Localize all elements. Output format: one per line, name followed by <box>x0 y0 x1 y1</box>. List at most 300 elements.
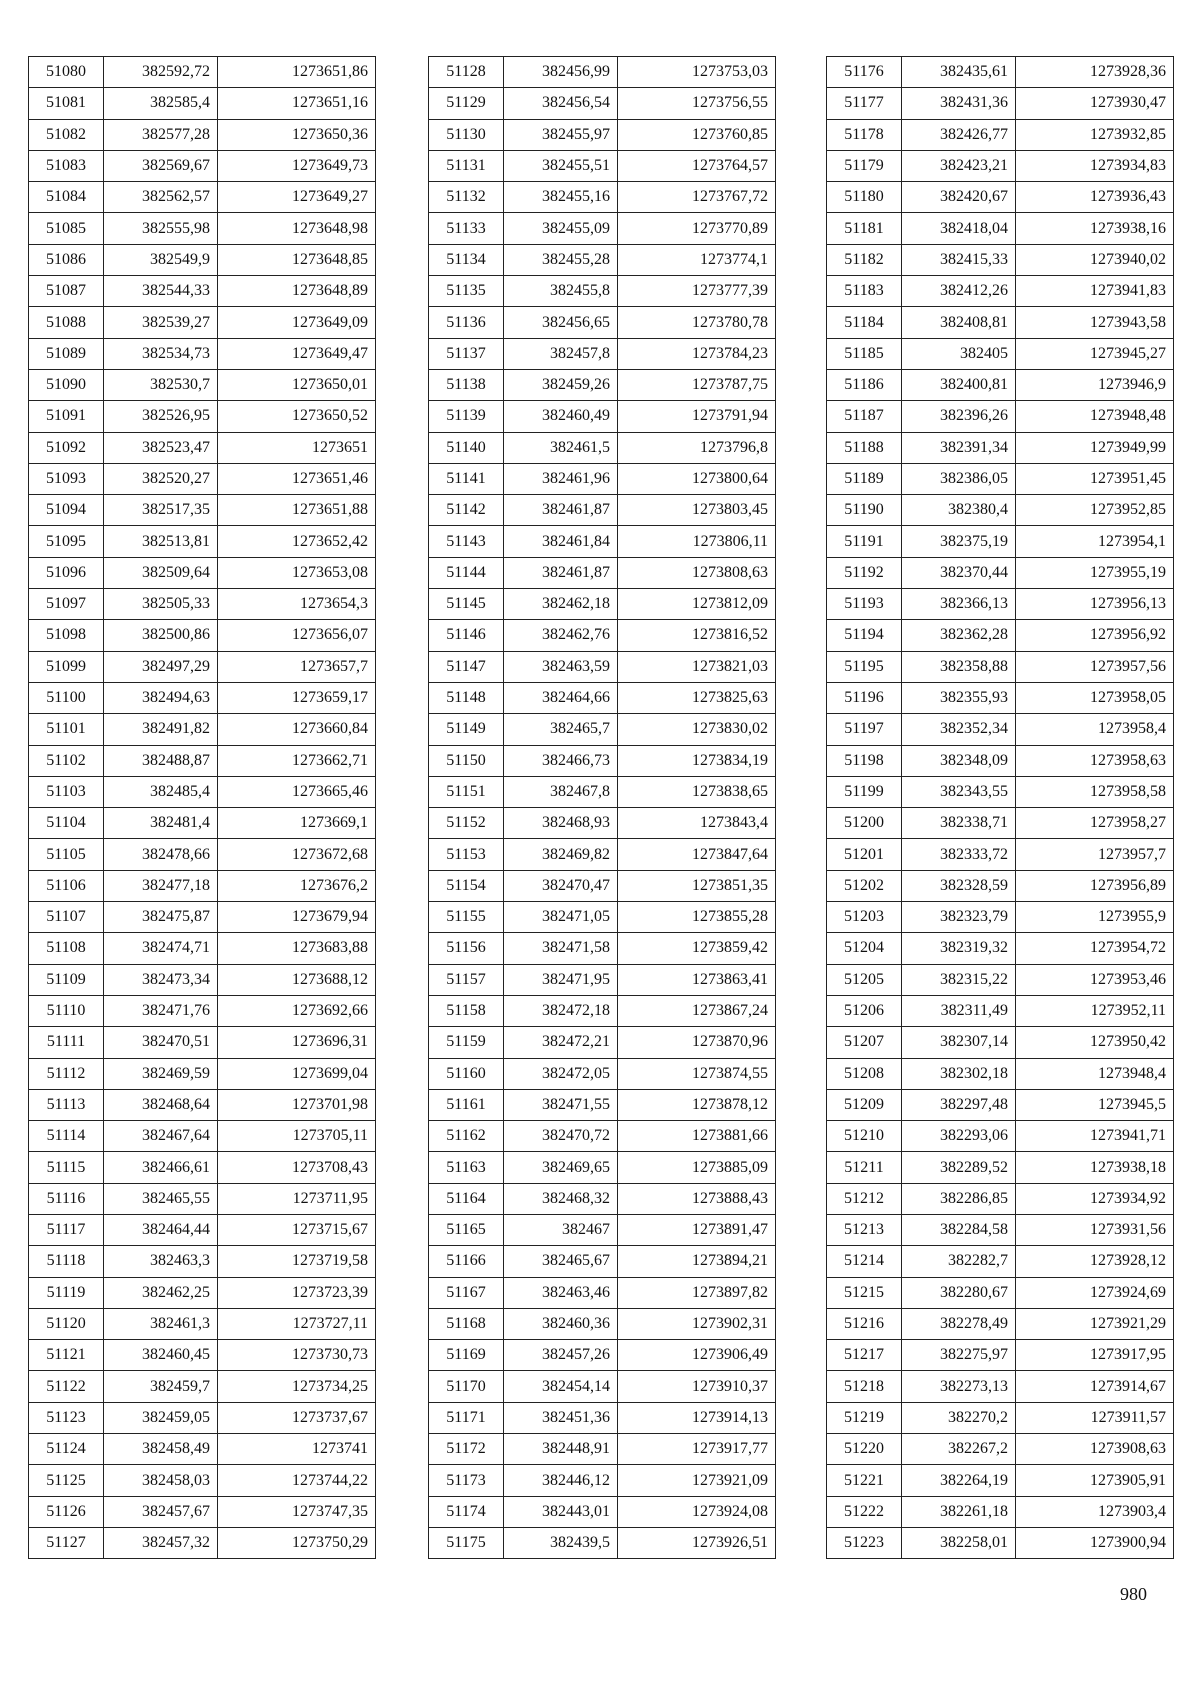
point-id-cell: 51089 <box>29 338 104 369</box>
y-coordinate-cell: 1273734,25 <box>218 1371 376 1402</box>
y-coordinate-cell: 1273851,35 <box>618 870 776 901</box>
table-row <box>429 870 776 901</box>
x-coordinate-cell: 382455,51 <box>504 150 618 181</box>
x-coordinate-cell: 382264,19 <box>902 1465 1016 1496</box>
table-row <box>429 244 776 275</box>
x-coordinate-cell: 382280,67 <box>902 1277 1016 1308</box>
coordinate-table-2 <box>428 56 776 1559</box>
table-row <box>827 776 1174 807</box>
table-row <box>827 1340 1174 1371</box>
table-row <box>827 1402 1174 1433</box>
y-coordinate-cell: 1273910,37 <box>618 1371 776 1402</box>
y-coordinate-cell: 1273830,02 <box>618 714 776 745</box>
point-id-cell: 51167 <box>429 1277 504 1308</box>
y-coordinate-cell: 1273701,98 <box>218 1089 376 1120</box>
y-coordinate-cell: 1273847,64 <box>618 839 776 870</box>
point-id-cell: 51160 <box>429 1058 504 1089</box>
table-row <box>429 463 776 494</box>
point-id-cell: 51101 <box>29 714 104 745</box>
y-coordinate-cell: 1273756,55 <box>618 88 776 119</box>
x-coordinate-cell: 382468,32 <box>504 1183 618 1214</box>
y-coordinate-cell: 1273800,64 <box>618 463 776 494</box>
point-id-cell: 51134 <box>429 244 504 275</box>
x-coordinate-cell: 382286,85 <box>902 1183 1016 1214</box>
table-row <box>29 776 376 807</box>
y-coordinate-cell: 1273711,95 <box>218 1183 376 1214</box>
table-row <box>29 1527 376 1558</box>
point-id-cell: 51107 <box>29 902 104 933</box>
table-row <box>429 338 776 369</box>
x-coordinate-cell: 382468,64 <box>104 1089 218 1120</box>
point-id-cell: 51210 <box>827 1121 902 1152</box>
y-coordinate-cell: 1273954,72 <box>1016 933 1174 964</box>
x-coordinate-cell: 382460,45 <box>104 1340 218 1371</box>
x-coordinate-cell: 382468,93 <box>504 808 618 839</box>
table-row <box>827 182 1174 213</box>
table-row <box>29 714 376 745</box>
y-coordinate-cell: 1273914,13 <box>618 1402 776 1433</box>
table-row <box>429 839 776 870</box>
x-coordinate-cell: 382278,49 <box>902 1308 1016 1339</box>
table-row <box>29 495 376 526</box>
y-coordinate-cell: 1273699,04 <box>218 1058 376 1089</box>
point-id-cell: 51090 <box>29 369 104 400</box>
table-row <box>827 495 1174 526</box>
table-row <box>29 276 376 307</box>
x-coordinate-cell: 382471,58 <box>504 933 618 964</box>
point-id-cell: 51206 <box>827 995 902 1026</box>
x-coordinate-cell: 382307,14 <box>902 1027 1016 1058</box>
y-coordinate-cell: 1273936,43 <box>1016 182 1174 213</box>
x-coordinate-cell: 382475,87 <box>104 902 218 933</box>
y-coordinate-cell: 1273855,28 <box>618 902 776 933</box>
x-coordinate-cell: 382455,09 <box>504 213 618 244</box>
y-coordinate-cell: 1273672,68 <box>218 839 376 870</box>
table-row <box>29 307 376 338</box>
y-coordinate-cell: 1273816,52 <box>618 620 776 651</box>
table-row <box>429 1527 776 1558</box>
point-id-cell: 51223 <box>827 1527 902 1558</box>
table-row <box>827 1089 1174 1120</box>
point-id-cell: 51122 <box>29 1371 104 1402</box>
point-id-cell: 51156 <box>429 933 504 964</box>
y-coordinate-cell: 1273777,39 <box>618 276 776 307</box>
x-coordinate-cell: 382471,05 <box>504 902 618 933</box>
table-row <box>29 338 376 369</box>
x-coordinate-cell: 382472,21 <box>504 1027 618 1058</box>
point-id-cell: 51204 <box>827 933 902 964</box>
point-id-cell: 51135 <box>429 276 504 307</box>
x-coordinate-cell: 382333,72 <box>902 839 1016 870</box>
y-coordinate-cell: 1273774,1 <box>618 244 776 275</box>
x-coordinate-cell: 382462,76 <box>504 620 618 651</box>
x-coordinate-cell: 382323,79 <box>902 902 1016 933</box>
table-row <box>429 119 776 150</box>
point-id-cell: 51133 <box>429 213 504 244</box>
y-coordinate-cell: 1273825,63 <box>618 682 776 713</box>
y-coordinate-cell: 1273665,46 <box>218 776 376 807</box>
y-coordinate-cell: 1273954,1 <box>1016 526 1174 557</box>
x-coordinate-cell: 382505,33 <box>104 589 218 620</box>
x-coordinate-cell: 382352,34 <box>902 714 1016 745</box>
point-id-cell: 51203 <box>827 902 902 933</box>
x-coordinate-cell: 382472,18 <box>504 995 618 1026</box>
point-id-cell: 51143 <box>429 526 504 557</box>
x-coordinate-cell: 382454,14 <box>504 1371 618 1402</box>
y-coordinate-cell: 1273683,88 <box>218 933 376 964</box>
table-row <box>29 1214 376 1245</box>
table-row <box>827 1277 1174 1308</box>
x-coordinate-cell: 382457,67 <box>104 1496 218 1527</box>
point-id-cell: 51121 <box>29 1340 104 1371</box>
y-coordinate-cell: 1273741 <box>218 1434 376 1465</box>
y-coordinate-cell: 1273931,56 <box>1016 1214 1174 1245</box>
table-row <box>827 432 1174 463</box>
point-id-cell: 51185 <box>827 338 902 369</box>
point-id-cell: 51187 <box>827 401 902 432</box>
y-coordinate-cell: 1273669,1 <box>218 808 376 839</box>
point-id-cell: 51180 <box>827 182 902 213</box>
table-row <box>29 463 376 494</box>
y-coordinate-cell: 1273705,11 <box>218 1121 376 1152</box>
x-coordinate-cell: 382520,27 <box>104 463 218 494</box>
table-row <box>29 964 376 995</box>
y-coordinate-cell: 1273921,09 <box>618 1465 776 1496</box>
y-coordinate-cell: 1273930,47 <box>1016 88 1174 119</box>
point-id-cell: 51205 <box>827 964 902 995</box>
point-id-cell: 51157 <box>429 964 504 995</box>
y-coordinate-cell: 1273808,63 <box>618 557 776 588</box>
x-coordinate-cell: 382455,28 <box>504 244 618 275</box>
x-coordinate-cell: 382405 <box>902 338 1016 369</box>
y-coordinate-cell: 1273662,71 <box>218 745 376 776</box>
point-id-cell: 51139 <box>429 401 504 432</box>
table-row <box>29 1027 376 1058</box>
point-id-cell: 51212 <box>827 1183 902 1214</box>
point-id-cell: 51181 <box>827 213 902 244</box>
point-id-cell: 51126 <box>29 1496 104 1527</box>
x-coordinate-cell: 382435,61 <box>902 57 1016 88</box>
table-row <box>827 557 1174 588</box>
x-coordinate-cell: 382471,55 <box>504 1089 618 1120</box>
y-coordinate-cell: 1273652,42 <box>218 526 376 557</box>
table-row <box>429 401 776 432</box>
y-coordinate-cell: 1273696,31 <box>218 1027 376 1058</box>
y-coordinate-cell: 1273956,92 <box>1016 620 1174 651</box>
y-coordinate-cell: 1273744,22 <box>218 1465 376 1496</box>
y-coordinate-cell: 1273863,41 <box>618 964 776 995</box>
point-id-cell: 51199 <box>827 776 902 807</box>
point-id-cell: 51103 <box>29 776 104 807</box>
x-coordinate-cell: 382465,55 <box>104 1183 218 1214</box>
point-id-cell: 51097 <box>29 589 104 620</box>
table-row <box>429 1121 776 1152</box>
x-coordinate-cell: 382451,36 <box>504 1402 618 1433</box>
y-coordinate-cell: 1273651,16 <box>218 88 376 119</box>
y-coordinate-cell: 1273932,85 <box>1016 119 1174 150</box>
point-id-cell: 51152 <box>429 808 504 839</box>
point-id-cell: 51219 <box>827 1402 902 1433</box>
point-id-cell: 51112 <box>29 1058 104 1089</box>
point-id-cell: 51201 <box>827 839 902 870</box>
table-row <box>29 1058 376 1089</box>
table-row <box>29 1371 376 1402</box>
x-coordinate-cell: 382461,84 <box>504 526 618 557</box>
y-coordinate-cell: 1273941,83 <box>1016 276 1174 307</box>
x-coordinate-cell: 382473,34 <box>104 964 218 995</box>
y-coordinate-cell: 1273902,31 <box>618 1308 776 1339</box>
x-coordinate-cell: 382488,87 <box>104 745 218 776</box>
point-id-cell: 51147 <box>429 651 504 682</box>
y-coordinate-cell: 1273881,66 <box>618 1121 776 1152</box>
table-row <box>29 1121 376 1152</box>
y-coordinate-cell: 1273924,69 <box>1016 1277 1174 1308</box>
y-coordinate-cell: 1273917,95 <box>1016 1340 1174 1371</box>
table-row <box>29 401 376 432</box>
y-coordinate-cell: 1273951,45 <box>1016 463 1174 494</box>
point-id-cell: 51125 <box>29 1465 104 1496</box>
table-row <box>429 150 776 181</box>
y-coordinate-cell: 1273719,58 <box>218 1246 376 1277</box>
x-coordinate-cell: 382523,47 <box>104 432 218 463</box>
point-id-cell: 51124 <box>29 1434 104 1465</box>
x-coordinate-cell: 382448,91 <box>504 1434 618 1465</box>
point-id-cell: 51175 <box>429 1527 504 1558</box>
table-row <box>827 119 1174 150</box>
x-coordinate-cell: 382530,7 <box>104 369 218 400</box>
x-coordinate-cell: 382469,82 <box>504 839 618 870</box>
point-id-cell: 51086 <box>29 244 104 275</box>
y-coordinate-cell: 1273821,03 <box>618 651 776 682</box>
y-coordinate-cell: 1273938,18 <box>1016 1152 1174 1183</box>
x-coordinate-cell: 382534,73 <box>104 338 218 369</box>
x-coordinate-cell: 382494,63 <box>104 682 218 713</box>
y-coordinate-cell: 1273953,46 <box>1016 964 1174 995</box>
point-id-cell: 51168 <box>429 1308 504 1339</box>
x-coordinate-cell: 382463,3 <box>104 1246 218 1277</box>
point-id-cell: 51194 <box>827 620 902 651</box>
table-row <box>29 1496 376 1527</box>
y-coordinate-cell: 1273770,89 <box>618 213 776 244</box>
y-coordinate-cell: 1273955,19 <box>1016 557 1174 588</box>
x-coordinate-cell: 382539,27 <box>104 307 218 338</box>
y-coordinate-cell: 1273649,47 <box>218 338 376 369</box>
point-id-cell: 51094 <box>29 495 104 526</box>
point-id-cell: 51158 <box>429 995 504 1026</box>
y-coordinate-cell: 1273952,85 <box>1016 495 1174 526</box>
table-row <box>827 589 1174 620</box>
y-coordinate-cell: 1273958,05 <box>1016 682 1174 713</box>
table-row <box>429 1246 776 1277</box>
point-id-cell: 51154 <box>429 870 504 901</box>
y-coordinate-cell: 1273787,75 <box>618 369 776 400</box>
y-coordinate-cell: 1273956,89 <box>1016 870 1174 901</box>
x-coordinate-cell: 382592,72 <box>104 57 218 88</box>
table-row <box>429 776 776 807</box>
y-coordinate-cell: 1273651 <box>218 432 376 463</box>
x-coordinate-cell: 382471,95 <box>504 964 618 995</box>
y-coordinate-cell: 1273938,16 <box>1016 213 1174 244</box>
point-id-cell: 51088 <box>29 307 104 338</box>
y-coordinate-cell: 1273934,92 <box>1016 1183 1174 1214</box>
x-coordinate-cell: 382463,59 <box>504 651 618 682</box>
x-coordinate-cell: 382415,33 <box>902 244 1016 275</box>
y-coordinate-cell: 1273900,94 <box>1016 1527 1174 1558</box>
y-coordinate-cell: 1273867,24 <box>618 995 776 1026</box>
x-coordinate-cell: 382461,87 <box>504 495 618 526</box>
table-row <box>29 933 376 964</box>
x-coordinate-cell: 382455,16 <box>504 182 618 213</box>
table-row <box>827 964 1174 995</box>
x-coordinate-cell: 382544,33 <box>104 276 218 307</box>
table-row <box>29 1308 376 1339</box>
x-coordinate-cell: 382396,26 <box>902 401 1016 432</box>
y-coordinate-cell: 1273958,63 <box>1016 745 1174 776</box>
table-row <box>827 369 1174 400</box>
x-coordinate-cell: 382455,97 <box>504 119 618 150</box>
y-coordinate-cell: 1273905,91 <box>1016 1465 1174 1496</box>
x-coordinate-cell: 382258,01 <box>902 1527 1016 1558</box>
point-id-cell: 51087 <box>29 276 104 307</box>
x-coordinate-cell: 382460,49 <box>504 401 618 432</box>
y-coordinate-cell: 1273957,56 <box>1016 651 1174 682</box>
table-row <box>827 213 1174 244</box>
table-row <box>429 902 776 933</box>
x-coordinate-cell: 382284,58 <box>902 1214 1016 1245</box>
point-id-cell: 51084 <box>29 182 104 213</box>
y-coordinate-cell: 1273955,9 <box>1016 902 1174 933</box>
point-id-cell: 51208 <box>827 1058 902 1089</box>
point-id-cell: 51105 <box>29 839 104 870</box>
y-coordinate-cell: 1273679,94 <box>218 902 376 933</box>
table-row <box>429 589 776 620</box>
point-id-cell: 51165 <box>429 1214 504 1245</box>
table-row <box>29 1465 376 1496</box>
table-row <box>827 1527 1174 1558</box>
x-coordinate-cell: 382289,52 <box>902 1152 1016 1183</box>
point-id-cell: 51159 <box>429 1027 504 1058</box>
y-coordinate-cell: 1273946,9 <box>1016 369 1174 400</box>
table-row <box>827 1152 1174 1183</box>
table-row <box>29 119 376 150</box>
x-coordinate-cell: 382439,5 <box>504 1527 618 1558</box>
point-id-cell: 51144 <box>429 557 504 588</box>
x-coordinate-cell: 382466,73 <box>504 745 618 776</box>
x-coordinate-cell: 382462,25 <box>104 1277 218 1308</box>
point-id-cell: 51215 <box>827 1277 902 1308</box>
table-row <box>827 88 1174 119</box>
point-id-cell: 51098 <box>29 620 104 651</box>
point-id-cell: 51162 <box>429 1121 504 1152</box>
y-coordinate-cell: 1273803,45 <box>618 495 776 526</box>
point-id-cell: 51202 <box>827 870 902 901</box>
point-id-cell: 51222 <box>827 1496 902 1527</box>
point-id-cell: 51176 <box>827 57 902 88</box>
x-coordinate-cell: 382380,4 <box>902 495 1016 526</box>
table-row <box>429 1089 776 1120</box>
y-coordinate-cell: 1273650,52 <box>218 401 376 432</box>
x-coordinate-cell: 382460,36 <box>504 1308 618 1339</box>
point-id-cell: 51138 <box>429 369 504 400</box>
y-coordinate-cell: 1273859,42 <box>618 933 776 964</box>
x-coordinate-cell: 382569,67 <box>104 150 218 181</box>
point-id-cell: 51128 <box>429 57 504 88</box>
table-row <box>827 1027 1174 1058</box>
x-coordinate-cell: 382297,48 <box>902 1089 1016 1120</box>
table-row <box>429 1058 776 1089</box>
table-row <box>29 745 376 776</box>
table-row <box>429 745 776 776</box>
x-coordinate-cell: 382549,9 <box>104 244 218 275</box>
y-coordinate-cell: 1273945,27 <box>1016 338 1174 369</box>
point-id-cell: 51123 <box>29 1402 104 1433</box>
point-id-cell: 51184 <box>827 307 902 338</box>
table-row <box>827 839 1174 870</box>
y-coordinate-cell: 1273843,4 <box>618 808 776 839</box>
point-id-cell: 51213 <box>827 1214 902 1245</box>
point-id-cell: 51211 <box>827 1152 902 1183</box>
x-coordinate-cell: 382555,98 <box>104 213 218 244</box>
y-coordinate-cell: 1273650,36 <box>218 119 376 150</box>
table-row <box>429 557 776 588</box>
x-coordinate-cell: 382464,66 <box>504 682 618 713</box>
x-coordinate-cell: 382355,93 <box>902 682 1016 713</box>
x-coordinate-cell: 382500,86 <box>104 620 218 651</box>
x-coordinate-cell: 382477,18 <box>104 870 218 901</box>
y-coordinate-cell: 1273796,8 <box>618 432 776 463</box>
table-row <box>827 902 1174 933</box>
y-coordinate-cell: 1273948,48 <box>1016 401 1174 432</box>
y-coordinate-cell: 1273928,12 <box>1016 1246 1174 1277</box>
table-row <box>29 902 376 933</box>
point-id-cell: 51195 <box>827 651 902 682</box>
x-coordinate-cell: 382585,4 <box>104 88 218 119</box>
x-coordinate-cell: 382386,05 <box>902 463 1016 494</box>
y-coordinate-cell: 1273878,12 <box>618 1089 776 1120</box>
x-coordinate-cell: 382462,18 <box>504 589 618 620</box>
table-row <box>827 1121 1174 1152</box>
y-coordinate-cell: 1273651,88 <box>218 495 376 526</box>
y-coordinate-cell: 1273767,72 <box>618 182 776 213</box>
point-id-cell: 51129 <box>429 88 504 119</box>
x-coordinate-cell: 382472,05 <box>504 1058 618 1089</box>
y-coordinate-cell: 1273780,78 <box>618 307 776 338</box>
point-id-cell: 51170 <box>429 1371 504 1402</box>
point-id-cell: 51096 <box>29 557 104 588</box>
x-coordinate-cell: 382275,97 <box>902 1340 1016 1371</box>
point-id-cell: 51164 <box>429 1183 504 1214</box>
y-coordinate-cell: 1273958,4 <box>1016 714 1174 745</box>
y-coordinate-cell: 1273957,7 <box>1016 839 1174 870</box>
x-coordinate-cell: 382517,35 <box>104 495 218 526</box>
y-coordinate-cell: 1273906,49 <box>618 1340 776 1371</box>
x-coordinate-cell: 382459,26 <box>504 369 618 400</box>
table-row <box>429 1152 776 1183</box>
y-coordinate-cell: 1273737,67 <box>218 1402 376 1433</box>
point-id-cell: 51189 <box>827 463 902 494</box>
y-coordinate-cell: 1273891,47 <box>618 1214 776 1245</box>
point-id-cell: 51148 <box>429 682 504 713</box>
table-row <box>827 244 1174 275</box>
table-row <box>827 995 1174 1026</box>
x-coordinate-cell: 382459,7 <box>104 1371 218 1402</box>
point-id-cell: 51111 <box>29 1027 104 1058</box>
table-row <box>827 1465 1174 1496</box>
table-row <box>29 1183 376 1214</box>
table-row <box>429 933 776 964</box>
x-coordinate-cell: 382358,88 <box>902 651 1016 682</box>
x-coordinate-cell: 382458,49 <box>104 1434 218 1465</box>
